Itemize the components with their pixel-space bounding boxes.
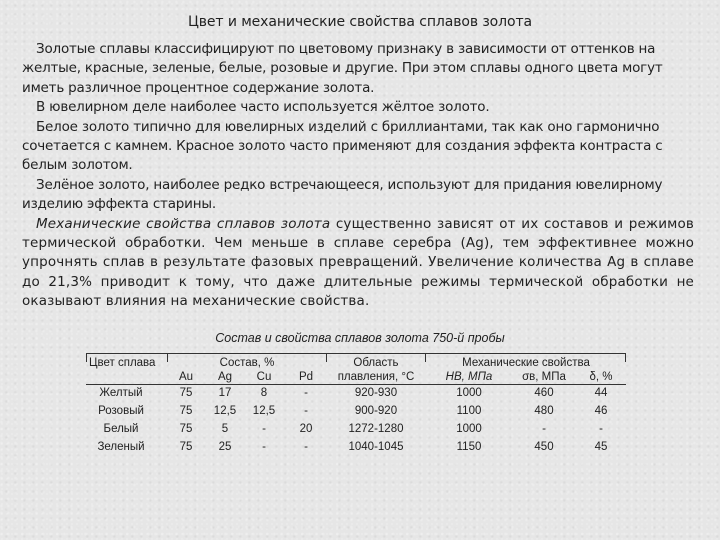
cell-hb: 1100 [456,405,482,417]
header-alloy-color: Цвет сплава [89,357,156,369]
cell-au: 75 [179,387,193,399]
cell-melting: 920-930 [354,387,398,399]
header-au: Au [178,371,194,383]
cell-melting: 900-920 [354,405,398,417]
header-delta: δ, % [589,371,613,383]
cell-melting: 1040-1045 [348,441,404,453]
header-composition: Состав, % [219,357,275,369]
header-mechanical-properties: Механические свойства [462,357,590,369]
column-divider [86,353,87,362]
cell-hb: 1150 [456,441,482,453]
cell-pd: - [304,405,308,417]
mechanical-properties-term: Механические свойства сплавов золота [36,215,331,232]
header-melting-line1: Область [353,357,399,369]
cell-sigma: 460 [534,387,554,399]
column-divider [167,353,168,362]
cell-cu: 8 [260,387,268,399]
cell-hb: 1000 [456,387,482,399]
cell-delta: 44 [594,387,608,399]
paragraph-mechanical-properties [22,215,694,312]
column-divider [326,353,327,362]
cell-delta: - [599,423,603,435]
paragraph-white-red-gold: Белое золото типично для ювелирных изделий с бриллиантами, так как оно гармонично сочетается с камнем. Красное золото часто применяют для создания эффекта контраста с белым золотом. [22,118,663,174]
cell-au: 75 [179,441,193,453]
cell-au: 75 [179,405,193,417]
table-header-rule [86,384,626,385]
cell-melting: 1272-1280 [348,423,404,435]
cell-color: Желтый [99,387,143,399]
cell-ag: 5 [221,423,229,435]
header-melting-line2: плавления, °С [337,371,415,383]
header-cu: Cu [256,371,272,383]
cell-color: Зеленый [97,441,145,453]
header-sigma: σв, МПа [522,371,566,383]
cell-pd: - [304,441,308,453]
cell-ag: 17 [218,387,232,399]
paragraph-green-gold: Зелёное золото, наиболее редко встречающееся, используют для придания ювелирному изделию эффекта старины. [22,176,663,213]
cell-pd: 20 [299,423,313,435]
cell-cu: 12,5 [252,405,276,417]
cell-sigma: - [542,423,546,435]
cell-pd: - [304,387,308,399]
cell-sigma: 480 [534,405,554,417]
cell-ag: 12,5 [213,405,237,417]
cell-cu: - [262,423,266,435]
header-hb: НВ, МПа [445,371,493,383]
cell-delta: 45 [594,441,608,453]
cell-color: Белый [103,423,139,435]
mechanical-properties-text: существенно зависят от их составов и режимов термической обработки. Чем меньше в сплаве серебра (Ag), тем эффективнее можно упрочнять сплав в результате фазовых превращений. Увеличение количества Ag в сплаве до 21,3% приводит к тому, что даже длительные режимы термической обработки не оказывают влияния на механические свойства. [22,215,694,310]
header-pd: Pd [298,371,314,383]
cell-cu: - [262,441,266,453]
cell-au: 75 [179,423,193,435]
cell-color: Розовый [98,405,144,417]
header-ag: Ag [217,371,233,383]
table-caption: Состав и свойства сплавов золота 750-й пробы [215,331,505,345]
column-divider [425,353,426,362]
cell-hb: 1000 [456,423,482,435]
paragraph-classification: Золотые сплавы классифицируют по цветовому признаку в зависимости от оттенков на желтые, красные, зеленые, белые, розовые и другие. При этом сплавы одного цвета могут иметь различное процентное содержание золота. [22,41,663,96]
column-divider [625,353,626,362]
cell-sigma: 450 [534,441,554,453]
paragraph-yellow-gold: В ювелирном деле наиболее часто используется жёлтое золото. [36,99,490,116]
document-body [22,40,694,312]
page-title: Цвет и механические свойства сплавов золота [188,14,532,30]
cell-ag: 25 [218,441,232,453]
cell-delta: 46 [594,405,608,417]
